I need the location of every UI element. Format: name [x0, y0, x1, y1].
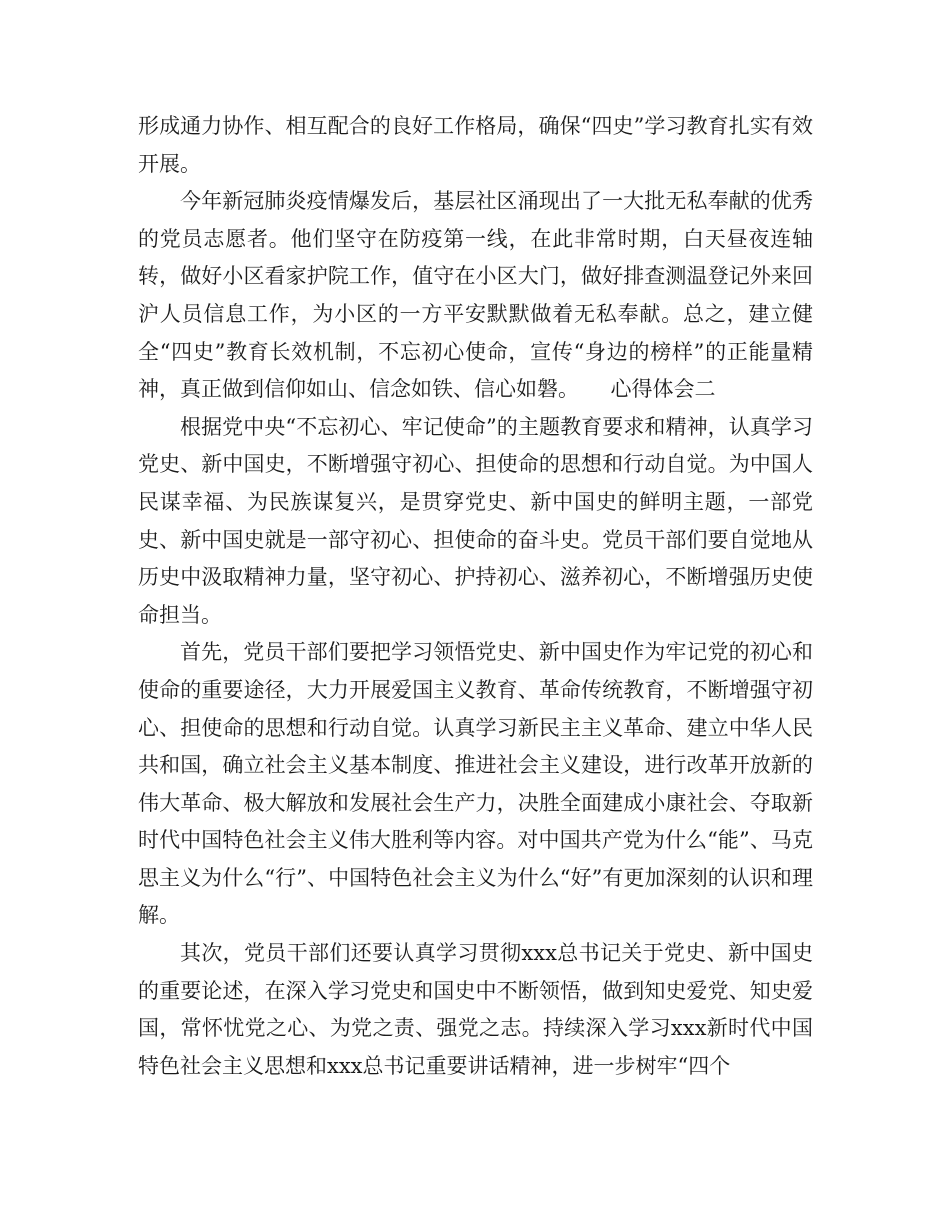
- paragraph-volunteers: 今年新冠肺炎疫情爆发后，基层社区涌现出了一大批无私奉献的优秀的党员志愿者。他们坚守在防疫第一线，在此非常时期，白天昼夜连轴转，做好小区看家护院工作，值守在小区大门，做好排查测温登记外来回沪人员信息工作，为小区的一方平安默默做着无私奉献。总之，建立健全“四史”教育长效机制，不忘初心使命，宣传“身边的榜样”的正能量精神，真正做到信仰如山、信念如铁、信心如磐。 心得体会二: [138, 189, 813, 402]
- paragraph-continued: 形成通力协作、相互配合的良好工作格局，确保“四史”学习教育扎实有效开展。: [138, 114, 813, 176]
- paragraph-second: 其次，党员干部们还要认真学习贯彻xxx总书记关于党史、新中国史的重要论述，在深入学习党史和国史中不断领悟，做到知史爱党、知史爱国，常怀忧党之心、为党之责、强党之志。持续深入学习xxx新时代中国特色社会主义思想和xxx总书记重要讲话精神，进一步树牢“四个: [138, 941, 813, 1078]
- paragraph-study-history: 根据党中央“不忘初心、牢记使命”的主题教育要求和精神，认真学习党史、新中国史，不断增强守初心、担使命的思想和行动自觉。为中国人民谋幸福、为民族谋复兴，是贯穿党史、新中国史的鲜明主题，一部党史、新中国史就是一部守初心、担使命的奋斗史。党员干部们要自觉地从历史中汲取精神力量，坚守初心、护持初心、滋养初心，不断增强历史使命担当。: [138, 414, 813, 627]
- paragraph-first: 首先，党员干部们要把学习领悟党史、新中国史作为牢记党的初心和使命的重要途径，大力开展爱国主义教育、革命传统教育，不断增强守初心、担使命的思想和行动自觉。认真学习新民主主义革命、建立中华人民共和国，确立社会主义基本制度、推进社会主义建设，进行改革开放新的伟大革命、极大解放和发展社会生产力，决胜全面建成小康社会、夺取新时代中国特色社会主义伟大胜利等内容。对中国共产党为什么“能”、马克思主义为什么“行”、中国特色社会主义为什么“好”有更加深刻的认识和理解。: [138, 640, 813, 928]
- document-body: [138, 108, 813, 1085]
